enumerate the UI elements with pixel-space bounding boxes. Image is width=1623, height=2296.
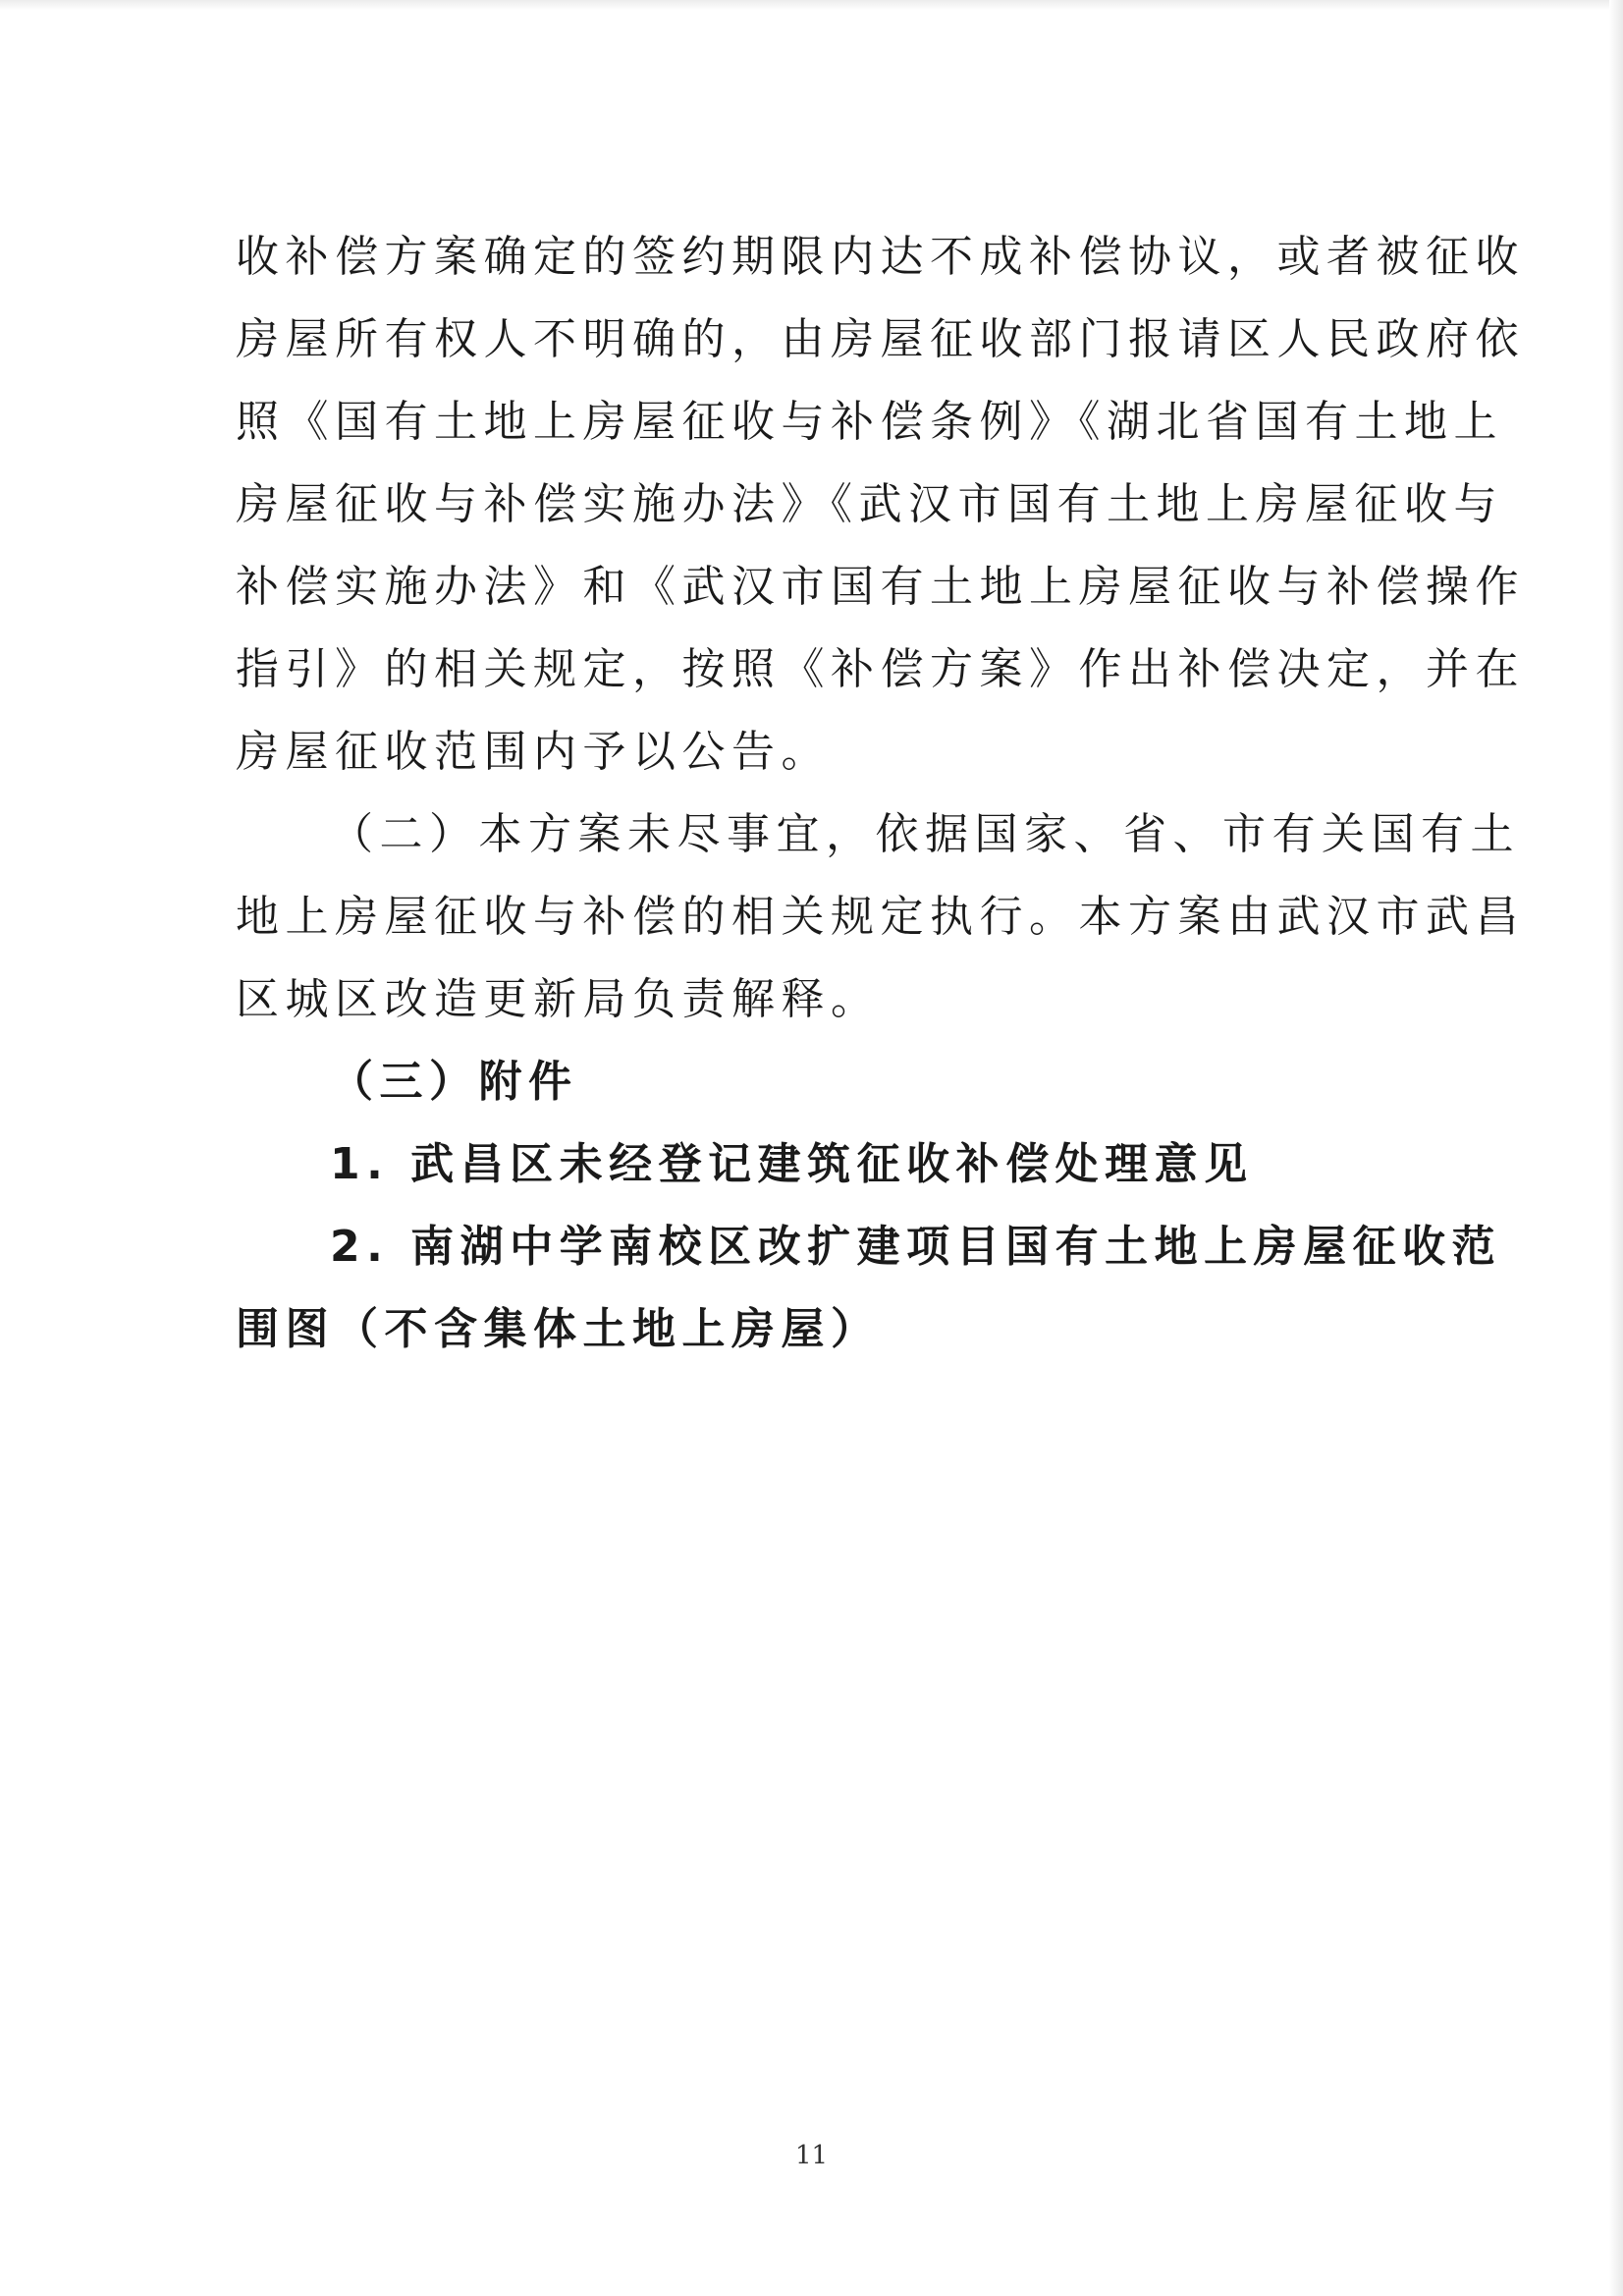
text-line: 房屋所有权人不明确的，由房屋征收部门报请区人民政府依 [236, 314, 1525, 364]
section-3-attachments [236, 1041, 1502, 1371]
text-line: 地上房屋征收与补偿的相关规定执行。本方案由武汉市武昌 [236, 892, 1525, 942]
attachment-item-1: 1. 武昌区未经登记建筑征收补偿处理意见 [330, 1139, 1254, 1189]
text-line: 收补偿方案确定的签约期限内达不成补偿协议，或者被征收 [236, 232, 1525, 282]
attachment-item-2-continued: 围图（不含集体土地上房屋） [236, 1304, 881, 1354]
text-line: 照《国有土地上房屋征收与补偿条例》《湖北省国有土地上 [236, 397, 1503, 447]
document-body [236, 216, 1525, 1371]
attachment-item-2: 2. 南湖中学南校区改扩建项目国有土地上房屋征收范 [330, 1222, 1502, 1272]
text-line: 区城区改造更新局负责解释。 [236, 974, 881, 1024]
text-line: 房屋征收与补偿实施办法》《武汉市国有土地上房屋征收与 [236, 479, 1503, 529]
text-line: （二）本方案未尽事宜，依据国家、省、市有关国有土 [330, 809, 1520, 859]
text-line: 房屋征收范围内予以公告。 [236, 727, 831, 777]
paragraph-section-2 [236, 793, 1525, 1041]
section-heading: （三）附件 [330, 1057, 578, 1107]
text-line: 补偿实施办法》和《武汉市国有土地上房屋征收与补偿操作 [236, 562, 1525, 612]
scan-edge-right [1609, 0, 1623, 2296]
page-number: 11 [794, 2141, 829, 2170]
scan-edge-top [0, 0, 1623, 10]
text-line: 指引》的相关规定，按照《补偿方案》作出补偿决定，并在 [236, 644, 1525, 694]
paragraph-compensation-decision [236, 216, 1525, 793]
